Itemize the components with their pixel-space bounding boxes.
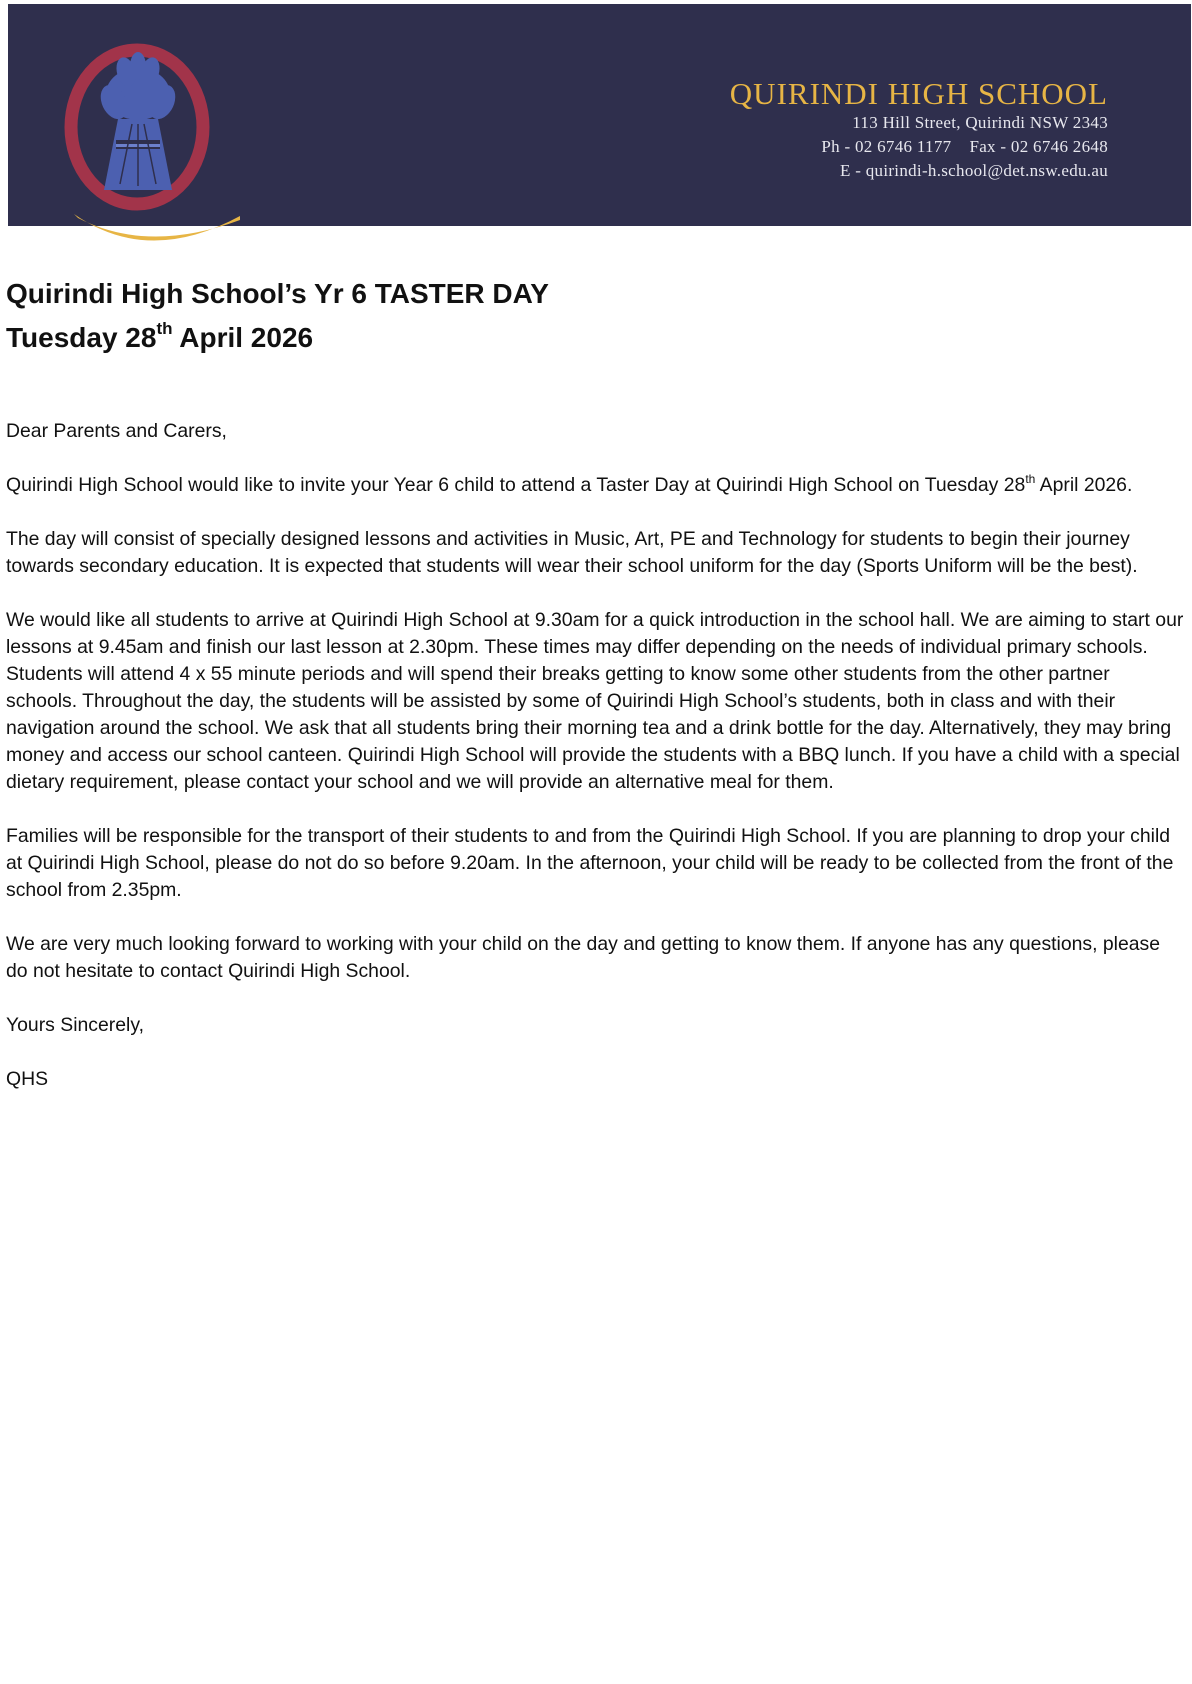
invitation-text: Quirindi High School would like to invite your Year 6 child to attend a Taster Day at Quirindi High School on Tuesday 28	[6, 474, 1026, 496]
wheat-sheaf-crest-icon	[8, 4, 248, 260]
letter-content	[6, 272, 1186, 1120]
school-contact-block	[730, 77, 1108, 183]
salutation: Dear Parents and Carers,	[6, 420, 227, 442]
paragraph-activities: The day will consist of specially designed lessons and activities in Music, Art, PE and Technology for students to begin their journey towards secondary education. It is expected that students will wear their school uniform for the day (Sports Uniform will be the best).	[6, 528, 1138, 577]
title-date-day: Tuesday 28	[6, 322, 157, 353]
letterhead	[8, 4, 1192, 260]
school-phone-fax	[730, 135, 1108, 159]
school-name: QUIRINDI HIGH SCHOOL	[729, 76, 1108, 111]
school-address: 113 Hill Street, Quirindi NSW 2343	[852, 113, 1108, 132]
paragraph-transport: Families will be responsible for the transport of their students to and from the Quirindi High School. If you are planning to drop your child at Quirindi High School, please do not do so before 9.20am. In the afternoon, your child will be ready to be collected from the front of the school from 2.35pm.	[6, 825, 1174, 901]
closing: Yours Sincerely,	[6, 1014, 144, 1036]
signature: QHS	[6, 1068, 49, 1090]
school-email: E - quirindi-h.school@det.nsw.edu.au	[839, 161, 1108, 180]
letter-body	[6, 418, 1186, 1093]
title-line-2-date	[6, 319, 314, 353]
paragraph-closing-remarks: We are very much looking forward to working with your child on the day and getting to know them. If anyone has any questions, please do not hesitate to contact Quirindi High School.	[6, 933, 1161, 982]
paragraph-schedule: We would like all students to arrive at Quirindi High School at 9.30am for a quick introduction in the school hall. We are aiming to start our lessons at 9.45am and finish our last lesson at 2.30pm. These times may differ depending on the needs of individual primary schools. Students will attend 4 x 55 minute periods and will spend their breaks getting to know some other students from the other partner schools. Throughout the day, the students will be assisted by some of Quirindi High School’s students, both in class and with their navigation around the school. We ask that all students bring their morning tea and a drink bottle for the day. Alternatively, they may bring money and access our school canteen. Quirindi High School will provide the students with a BBQ lunch. If you have a child with a special dietary requirement, please contact your school and we will provide an alternative meal for them.	[6, 609, 1184, 793]
invitation-text-end: April 2026.	[1035, 474, 1133, 496]
school-phone: Ph - 02 6746 1177	[821, 137, 952, 156]
title-line-1: Quirindi High School’s Yr 6 TASTER DAY	[6, 278, 549, 309]
invitation-date-suffix: th	[1025, 472, 1036, 486]
title-date-month-year: April 2026	[172, 322, 314, 353]
school-fax: Fax - 02 6746 2648	[969, 137, 1108, 156]
letter-title	[6, 272, 1186, 360]
title-date-suffix: th	[156, 319, 173, 338]
paragraph-invitation	[6, 472, 1186, 499]
